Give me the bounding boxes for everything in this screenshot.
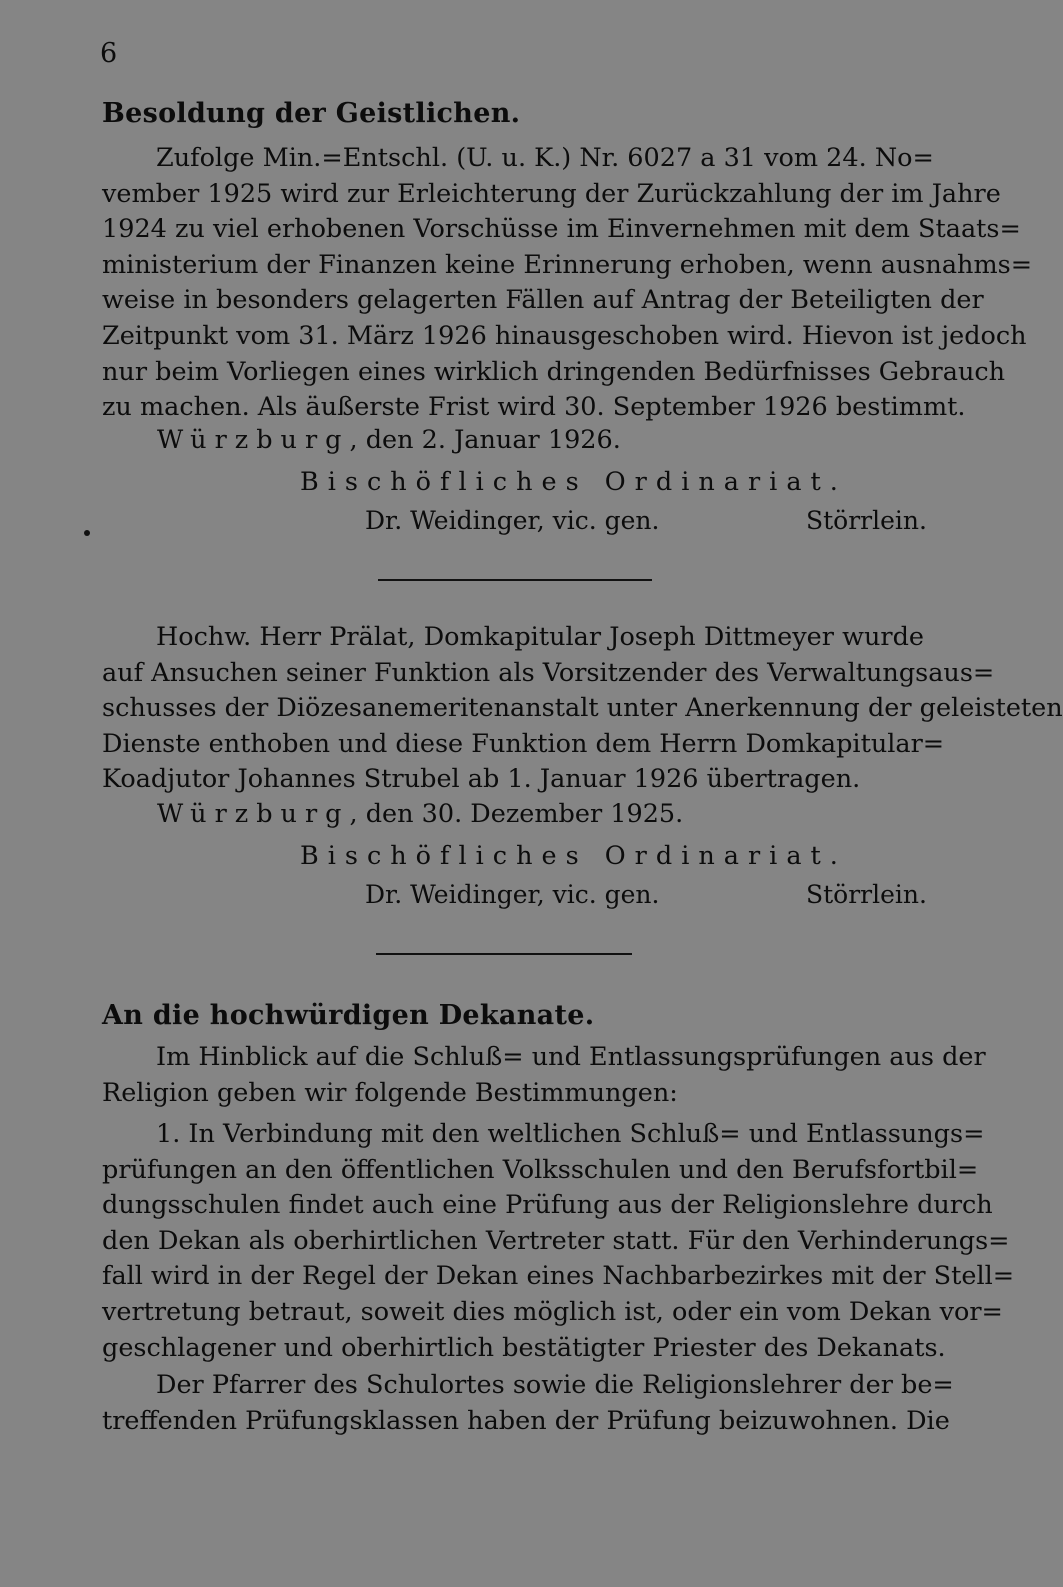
- text-line: zu machen. Als äußerste Frist wird 30. September 1926 bestimmt.: [102, 392, 966, 423]
- section-heading-deaneries: An die hochwürdigen Dekanate.: [102, 1000, 595, 1031]
- place-date: , den 30. Dezember 1925.: [349, 799, 684, 829]
- text-line: Im Hinblick auf die Schluß= und Entlassungsprüfungen aus der: [156, 1042, 986, 1072]
- text-line: Dienste enthoben und diese Funktion dem Herrn Domkapitular=: [102, 728, 945, 759]
- section-heading-salary: Besoldung der Geistlichen.: [102, 98, 521, 129]
- signer-secretary: Störrlein.: [806, 880, 927, 909]
- text-line: vertretung betraut, soweit dies möglich ist, oder ein vom Dekan vor=: [102, 1296, 1003, 1327]
- text-line: ministerium der Finanzen keine Erinnerung erhoben, wenn ausnahms=: [102, 249, 1033, 280]
- place-city: Würzburg: [157, 799, 350, 829]
- place-date: , den 2. Januar 1926.: [349, 425, 621, 455]
- signature-place-date: [157, 422, 621, 458]
- signer-vicar-general: Dr. Weidinger, vic. gen.: [365, 880, 660, 909]
- text-line: vember 1925 wird zur Erleichterung der Zurückzahlung der im Jahre: [102, 178, 1001, 209]
- signer-vicar-general: Dr. Weidinger, vic. gen.: [365, 506, 660, 535]
- page-number: 6: [100, 38, 118, 69]
- signature-office: Bischöfliches Ordinariat.: [300, 467, 847, 497]
- section-body-paragraph-2: [102, 1368, 954, 1439]
- signer-secretary: Störrlein.: [806, 506, 927, 535]
- ink-speck: [84, 530, 90, 536]
- text-line: nur beim Vorliegen eines wirklich dringenden Bedürfnisses Gebrauch: [102, 356, 1006, 387]
- text-line: auf Ansuchen seiner Funktion als Vorsitzender des Verwaltungsaus=: [102, 657, 995, 688]
- signature-place-date: [157, 796, 683, 832]
- text-line: Zeitpunkt vom 31. März 1926 hinausgeschoben wird. Hievon ist jedoch: [102, 320, 1027, 351]
- place-city: Würzburg: [157, 425, 350, 455]
- section-body-item-1: [102, 1117, 1015, 1366]
- text-line: Religion geben wir folgende Bestimmungen:: [102, 1077, 678, 1108]
- text-line: weise in besonders gelagerten Fällen auf Antrag der Beteiligten der: [102, 285, 984, 316]
- signature-office: Bischöfliches Ordinariat.: [300, 841, 847, 871]
- text-line: geschlagener und oberhirtlich bestätigter Priester des Dekanats.: [102, 1332, 946, 1363]
- text-line: treffenden Prüfungsklassen haben der Prüfung beizuwohnen. Die: [102, 1405, 950, 1436]
- text-line: Zufolge Min.=Entschl. (U. u. K.) Nr. 6027 a 31 vom 24. No=: [156, 143, 934, 173]
- text-line: Koadjutor Johannes Strubel ab 1. Januar 1926 übertragen.: [102, 764, 861, 795]
- text-line: schusses der Diözesanemeritenanstalt unter Anerkennung der geleisteten: [102, 693, 1063, 724]
- section-body-deaneries-intro: [102, 1040, 986, 1111]
- text-line: dungsschulen findet auch eine Prüfung aus der Religionslehre durch: [102, 1190, 993, 1221]
- text-line: fall wird in der Regel der Dekan eines Nachbarbezirkes mit der Stell=: [102, 1261, 1015, 1292]
- text-line: Der Pfarrer des Schulortes sowie die Religionslehrer der be=: [156, 1370, 954, 1400]
- text-line: Hochw. Herr Prälat, Domkapitular Joseph Dittmeyer wurde: [156, 622, 924, 652]
- text-line: 1. In Verbindung mit den weltlichen Schluß= und Entlassungs=: [156, 1119, 985, 1149]
- text-line: prüfungen an den öffentlichen Volksschulen und den Berufsfortbil=: [102, 1154, 979, 1185]
- section-divider: [376, 953, 632, 955]
- section-body-appointment: [102, 620, 1063, 798]
- section-divider: [378, 579, 652, 581]
- section-body-salary: [102, 141, 1033, 426]
- text-line: 1924 zu viel erhobenen Vorschüsse im Einvernehmen mit dem Staats=: [102, 214, 1021, 245]
- text-line: den Dekan als oberhirtlichen Vertreter statt. Für den Verhinderungs=: [102, 1225, 1010, 1256]
